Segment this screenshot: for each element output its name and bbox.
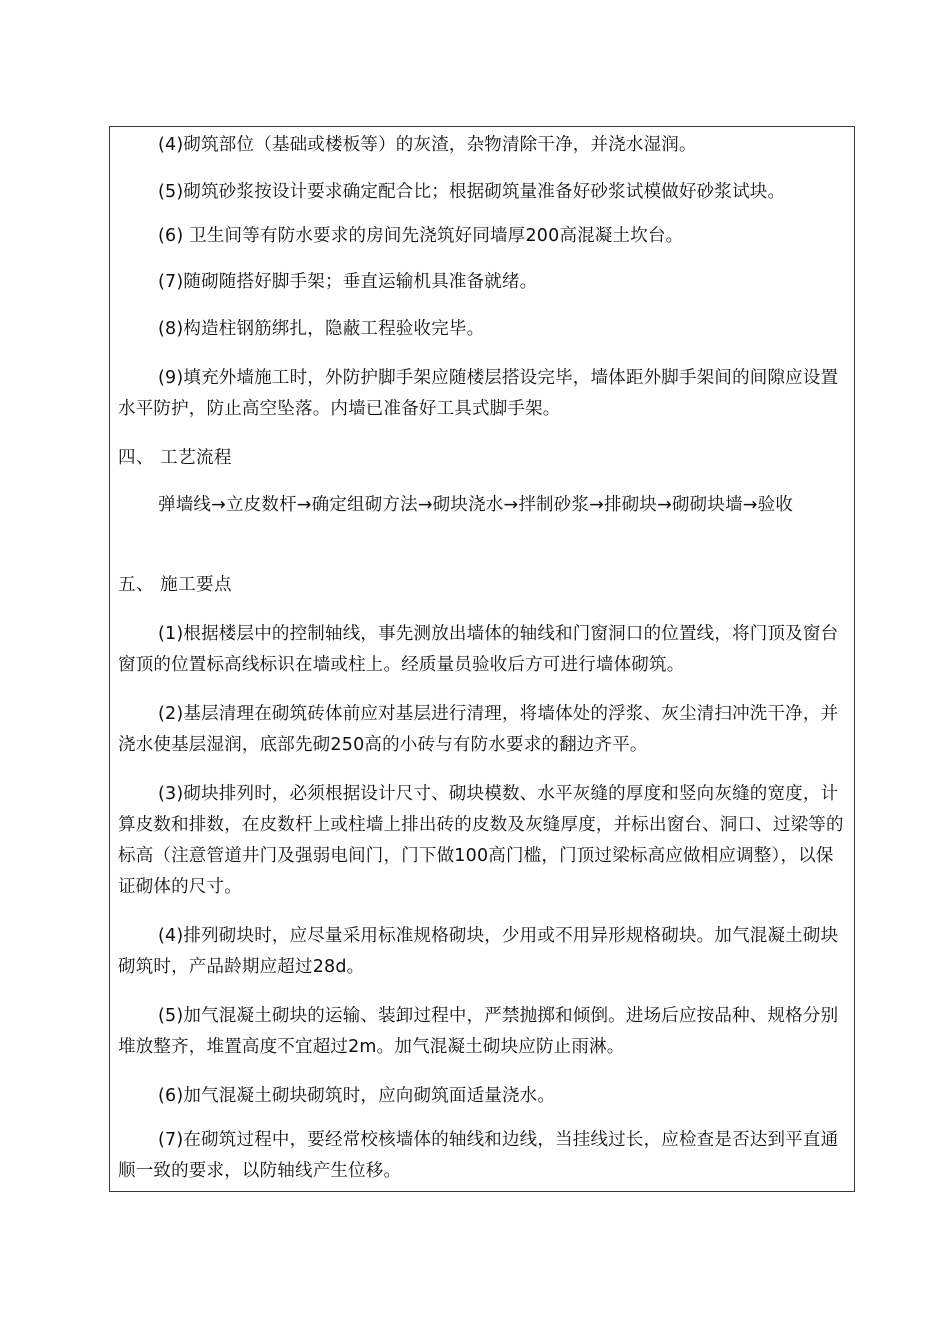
section-heading-process-flow: 四、 工艺流程 xyxy=(118,448,233,468)
paragraph-process-flow: 弹墙线→立皮数杆→确定组砌方法→砌块浇水→拌制砂浆→排砌块→砌砌块墙→验收 xyxy=(158,495,794,515)
paragraph-point-7: (7)在砌筑过程中，要经常校核墙体的轴线和边线，当挂线过长，应检查是否达到平直通顺一致的要求，以防轴线产生位移。 xyxy=(118,1130,839,1181)
paragraph-point-2: (2)基层清理在砌筑砖体前应对基层进行清理，将墙体处的浮浆、灰尘清扫冲洗干净，并浇水使基层湿润，底部先砌250高的小砖与有防水要求的翻边齐平。 xyxy=(118,704,839,755)
paragraph-prep-4: (4)砌筑部位（基础或楼板等）的灰渣，杂物清除干净，并浇水湿润。 xyxy=(158,135,697,155)
paragraph-prep-9: (9)填充外墙施工时，外防护脚手架应随楼层搭设完毕，墙体距外脚手架间的间隙应设置水平防护，防止高空坠落。内墙已准备好工具式脚手架。 xyxy=(118,368,839,419)
paragraph-point-5: (5)加气混凝土砌块的运输、装卸过程中，严禁抛掷和倾倒。进场后应按品种、规格分别堆放整齐，堆置高度不宜超过2m。加气混凝土砌块应防止雨淋。 xyxy=(118,1006,839,1057)
paragraph-prep-5: (5)砌筑砂浆按设计要求确定配合比；根据砌筑量准备好砂浆试模做好砂浆试块。 xyxy=(158,182,786,202)
paragraph-point-6: (6)加气混凝土砌块砌筑时，应向砌筑面适量浇水。 xyxy=(158,1086,556,1106)
section-heading-construction-points: 五、 施工要点 xyxy=(118,575,233,595)
paragraph-prep-7: (7)随砌随搭好脚手架；垂直运输机具准备就绪。 xyxy=(158,272,538,292)
paragraph-prep-8: (8)构造柱钢筋绑扎，隐蔽工程验收完毕。 xyxy=(158,319,485,339)
paragraph-point-1: (1)根据楼层中的控制轴线，事先测放出墙体的轴线和门窗洞口的位置线，将门顶及窗台窗顶的位置标高线标识在墙或柱上。经质量员验收后方可进行墙体砌筑。 xyxy=(118,624,839,675)
paragraph-point-4: (4)排列砌块时，应尽量采用标准规格砌块，少用或不用异形规格砌块。加气混凝土砌块砌筑时，产品龄期应超过28d。 xyxy=(118,926,839,977)
paragraph-prep-6: (6) 卫生间等有防水要求的房间先浇筑好同墙厚200高混凝土坎台。 xyxy=(158,226,684,246)
paragraph-point-3: (3)砌块排列时，必须根据设计尺寸、砌块模数、水平灰缝的厚度和竖向灰缝的宽度，计算皮数和排数，在皮数杆上或柱墙上排出砖的皮数及灰缝厚度，并标出窗台、洞口、过梁等的标高（注意管道井门及强弱电间门，门下做100高门槛，门顶过梁标高应做相应调整），以保证砌体的尺寸。 xyxy=(118,784,844,897)
